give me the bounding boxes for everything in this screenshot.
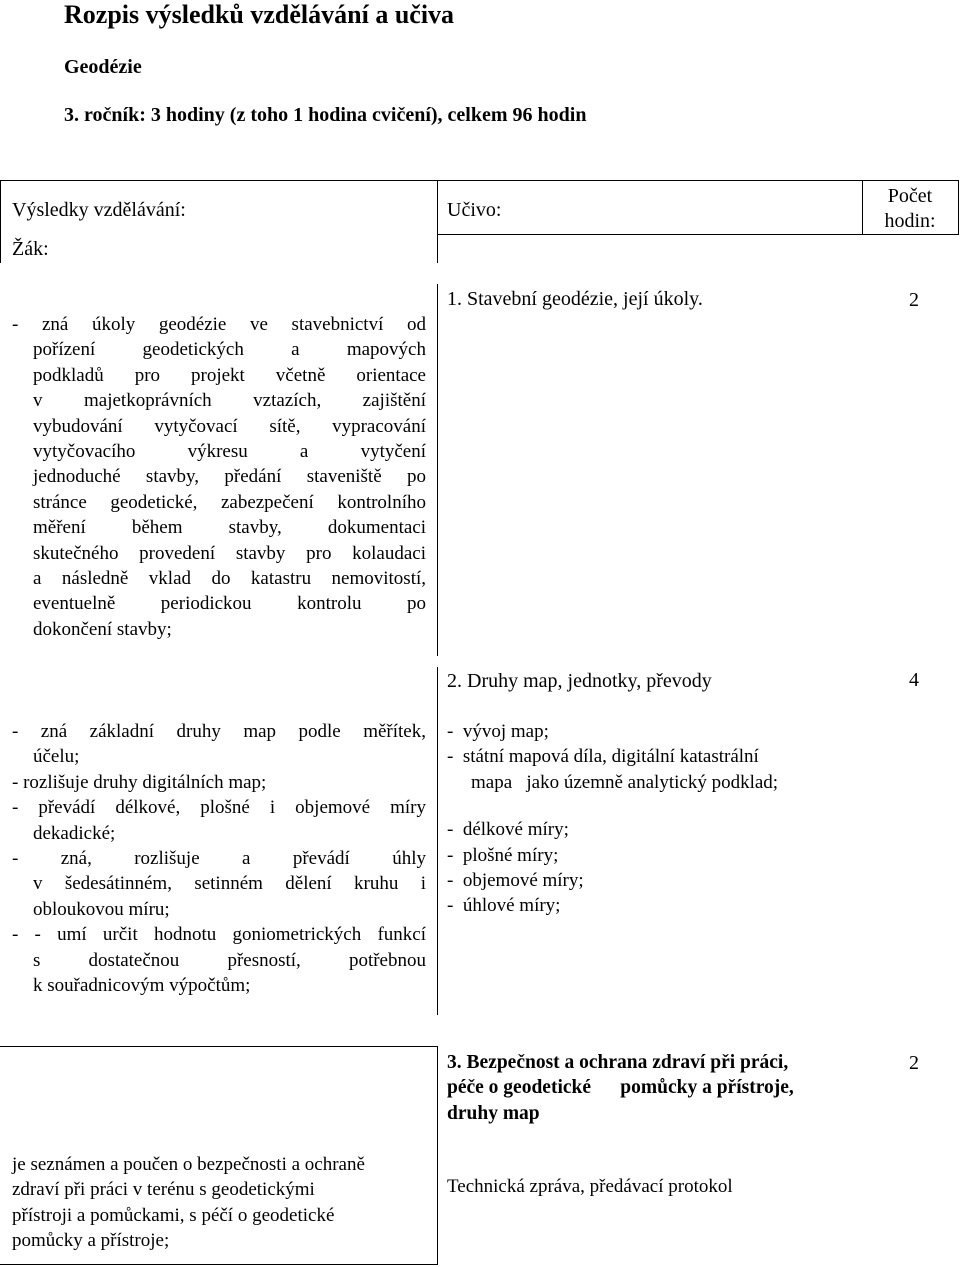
content-list (447, 719, 778, 919)
text-line: jednoduché stavby, předání staveniště po (33, 466, 426, 488)
text-line: v šedesátinném, setinném dělení kruhu i (33, 873, 426, 895)
table-border (437, 180, 438, 263)
table-border (437, 667, 438, 1015)
text-line: přístroji a pomůckami, s péčí o geodetické (12, 1204, 335, 1226)
hours-value: 2 (909, 289, 919, 311)
content-item: - státní mapová díla, digitální katastrální (447, 746, 759, 768)
topic-line: péče o geodetické pomůcky a přístroje, (447, 1077, 794, 1099)
text-line: - zná základní druhy map podle měřítek, (12, 721, 426, 742)
content-item: - vývoj map; (447, 721, 549, 742)
text-line: stránce geodetické, zabezpečení kontrolního (33, 491, 426, 513)
content-item: - objemové míry; (447, 870, 584, 892)
hours-value: 4 (909, 669, 919, 691)
content-item: - úhlové míry; (447, 895, 561, 917)
grade-info: 3. ročník: 3 hodiny (z toho 1 hodina cvičení), celkem 96 hodin (64, 104, 587, 126)
text-line: vytyčovacího výkresu a vytyčení (33, 441, 426, 463)
topic-heading (447, 1050, 794, 1126)
text-line: a následně vklad do katastru nemovitostí, (33, 568, 426, 590)
text-line: - převádí délkové, plošné i objemové míry (12, 797, 426, 819)
text-line: - - umí určit hodnotu goniometrických funkcí (12, 924, 426, 946)
text-line: pořízení geodetických a mapových (33, 339, 426, 361)
text-line: eventuelně periodickou kontrolu po (33, 593, 426, 615)
table-border (437, 234, 959, 235)
text-line: - zná, rozlišuje a převádí úhly (12, 848, 426, 870)
hours-value: 2 (909, 1052, 919, 1074)
text-line: vybudování vytyčovací sítě, vypracování (33, 415, 426, 437)
header-content: Učivo: (447, 199, 502, 221)
header-hours-line1: Počet (887, 185, 933, 207)
text-line: podkladů pro projekt včetně orientace (33, 364, 426, 386)
document-title: Rozpis výsledků vzdělávání a učiva (64, 0, 455, 29)
text-line: - zná úkoly geodézie ve stavebnictví od (12, 314, 426, 335)
table-border (0, 1264, 438, 1265)
header-results: Výsledky vzdělávání: (12, 199, 186, 221)
table-border (437, 284, 438, 656)
text-line: dekadické; (33, 822, 116, 844)
content-item: mapa jako územně analytický podklad; (471, 771, 779, 793)
header-pupil: Žák: (12, 238, 49, 260)
text-line: dokončení stavby; (33, 618, 172, 640)
text-line: - rozlišuje druhy digitálních map; (12, 771, 267, 793)
text-line: účelu; (33, 746, 80, 768)
content-item: - délkové míry; (447, 819, 569, 841)
results-cell (12, 1152, 365, 1254)
topic-heading: 2. Druhy map, jednotky, převody (447, 670, 712, 692)
text-line: s dostatečnou přesností, potřebnou (33, 949, 426, 971)
topic-line: 3. Bezpečnost a ochrana zdraví při práci, (447, 1052, 789, 1073)
text-line: k souřadnicovým výpočtům; (33, 975, 251, 997)
text-line: v majetkoprávních vztazích, zajištění (33, 390, 426, 412)
table-border (0, 1046, 438, 1047)
text-line: obloukovou míru; (33, 898, 170, 920)
table-border (0, 180, 959, 181)
content-item: - plošné míry; (447, 844, 559, 866)
content-item: Technická zpráva, předávací protokol (447, 1176, 733, 1197)
text-line: skutečného provedení stavby pro kolaudaci (33, 542, 426, 564)
header-hours-line2: hodin: (884, 210, 936, 232)
table-border (862, 180, 863, 235)
results-cell (12, 312, 426, 642)
table-border (437, 1046, 438, 1265)
table-border (958, 180, 959, 235)
text-line: pomůcky a přístroje; (12, 1230, 170, 1252)
results-cell (12, 719, 426, 998)
text-line: zdraví při práci v terénu s geodetickými (12, 1179, 315, 1201)
topic-heading: 1. Stavební geodézie, její úkoly. (447, 288, 703, 310)
subject-name: Geodézie (64, 56, 142, 78)
text-line: je seznámen a poučen o bezpečnosti a ochraně (12, 1154, 365, 1175)
text-line: měření během stavby, dokumentaci (33, 517, 426, 539)
topic-line: druhy map (447, 1102, 540, 1124)
table-border (0, 180, 1, 263)
